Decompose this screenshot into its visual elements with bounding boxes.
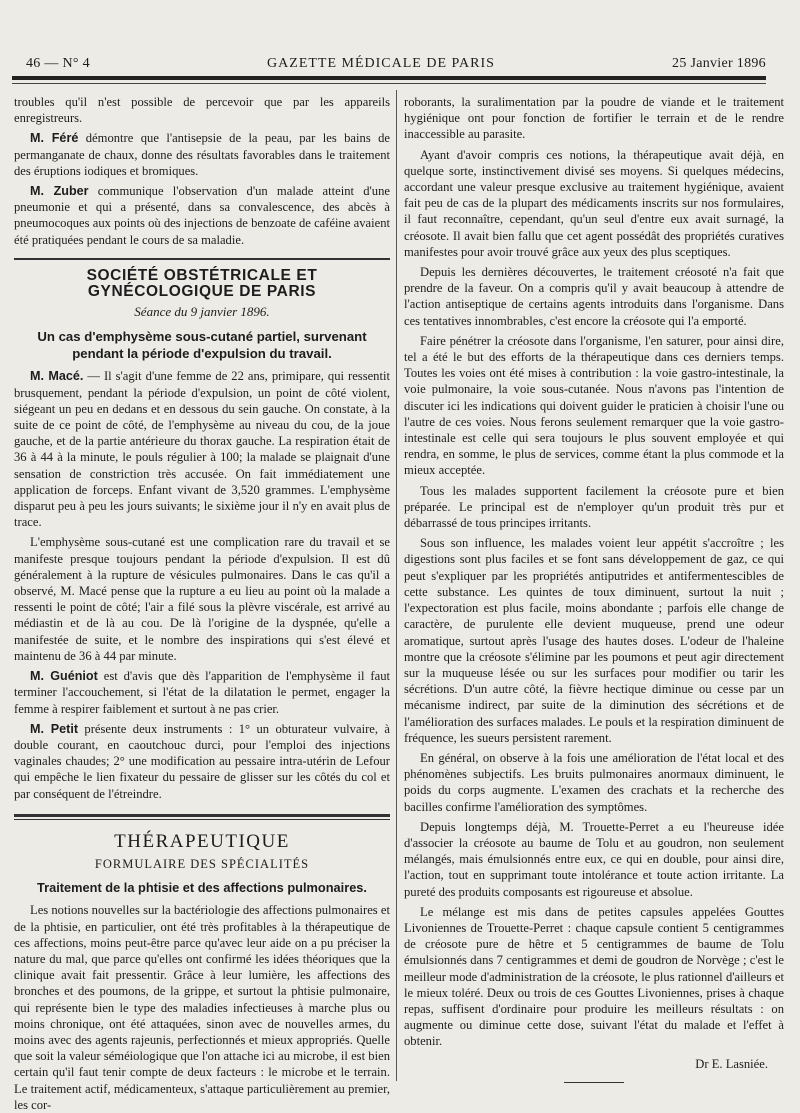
speaker-name: M. Macé. — [30, 369, 84, 384]
article-title: Un cas d'emphysème sous-cutané partiel, survenant pendant la période d'expulsion du travail. — [37, 329, 367, 362]
section-subheading: FORMULAIRE DES SPÉCIALITÉS — [94, 856, 310, 871]
right-column — [404, 94, 784, 1099]
paragraph: Sous son influence, les malades voient leur appétit s'accroître ; les digestions sont plus faciles et se font sans développement de gaz, ce qui peut s'expliquer par les propriétés antiputrides et antifermentescibles de cette substance. Les quintes de toux diminuent, surtout la nuit ; l'expectoration est plus facile, moins abondante ; parfois elle change de caractère, de purulente elle devient muqueuse, prend une odeur aromatique, surtout après l'usage des hautes doses. L'odeur de l'haleine montre que la créosote s'élimine par les poumons et peut agir directement sur la muqueuse lésée ou sur les surfaces pour modifier ou tarir les sécrétions. D'un autre côté, la fièvre hectique diminue ou cesse par un mécanisme indirect, par suite de la diminution des sécrétions et de l'amélioration des surfaces malades. Le pouls et la respiration diminuent de fréquence, les sueurs persistent rarement. — [404, 536, 784, 745]
paragraph-text: — Il s'agit d'une femme de 22 ans, primipare, qui ressentit brusquement, pendant la période d'expulsion, un point de côté violent, siégeant un peu en dedans et en dessous du sein gauche. On constate, à la suite de ce point de côté, de l'emphysème au niveau du cou, de la joue gauche, et de la partie antérieure du thorax gauche. La respiration était de 36 à 44 à la minute, le pouls régulier à 100; la malade se plaignait d'une sensation de constriction très accusée. On fait immédiatement une application de forceps. Enfant vivant de 3,520 grammes. L'emphysème disparut peu à peu les jours suivants; le sixième jour il n'y en avait plus de trace. — [14, 369, 390, 530]
paragraph — [14, 721, 390, 802]
left-column — [14, 94, 391, 1112]
speaker-name: M. Zuber — [30, 184, 89, 199]
page-header — [26, 46, 766, 72]
issue-date: 25 Janvier 1896 — [672, 56, 766, 71]
author-signature: Dr E. Lasniée. — [695, 1056, 768, 1071]
paragraph — [14, 368, 390, 530]
paragraph — [14, 668, 390, 717]
session-date: Séance du 9 janvier 1896. — [134, 304, 270, 320]
speaker-name: M. Féré — [30, 131, 79, 146]
paragraph — [14, 130, 390, 179]
section-heading: THÉRAPEUTIQUE — [114, 830, 290, 852]
section-separator-double — [14, 814, 390, 820]
paragraph: roborants, la suralimentation par la poudre de viande et le traitement hygiénique ont pour fonction de fortifier le terrain et de le rendre inaccessible au parasite. — [404, 95, 784, 142]
header-rule-thin — [12, 83, 766, 84]
paragraph: troubles qu'il n'est possible de percevoir que par les appareils enregistreurs. — [14, 95, 390, 126]
speaker-name: M. Petit — [30, 721, 79, 736]
paragraph: Depuis longtemps déjà, M. Trouette-Perret a eu l'heureuse idée d'associer la créosote au baume de Tolu et au goudron, non seulement mélangés, mais émulsionnés entre eux, ce qui en double, pour ainsi dire, l'action, tout en supprimant toute intolérance et toute action irritante. La pureté des produits composants est rigoureuse et absolue. — [404, 819, 784, 899]
society-heading: SOCIÉTÉ OBSTÉTRICALE ET GYNÉCOLOGIQUE DE PARIS — [86, 266, 318, 301]
column-divider — [396, 90, 397, 1081]
page-number: 46 — N° 4 — [26, 56, 90, 71]
paragraph: Tous les malades supportent facilement la créosote pure et bien préparée. Le principal est de n'employer qu'un produit très pur et débarrassé de tous principes irritants. — [404, 483, 784, 531]
article-title: Traitement de la phtisie et des affections pulmonaires. — [37, 880, 367, 896]
paragraph: Faire pénétrer la créosote dans l'organisme, l'en saturer, pour ainsi dire, tel a été le but des efforts de la thérapeutique dans ces derniers temps. Toutes les voies ont été mises à contribution : la voie gastro-intestinale, la voie pulmonaire, la voie sous-cutanée. Nous n'avons pas l'intention de discuter ici les indications qui doivent guider le praticien à choisir l'une ou l'autre de ces voies. Nous ferons seulement remarquer que la voie gastro-intestinale est celle qui sera toujours le plus souvent employée et qui rendra, en somme, le plus de services, comme étant la plus commode et la mieux acceptée. — [404, 333, 784, 478]
header-rule-thick — [12, 76, 766, 80]
closing-rule — [564, 1082, 624, 1083]
paragraph: Depuis les dernières découvertes, le traitement créosoté n'a fait que prendre de la faveur. On a compris qu'il y avait beaucoup à attendre de l'action antiseptique de certains agents introduits dans l'organisme. Dans ces tentatives innombrables, c'est encore la créosote qui l'a emporté. — [404, 265, 784, 328]
paragraph-text: est d'avis que dès l'apparition de l'emphysème il faut terminer l'accouchement, si l'état de la dilatation le permet, engager la femme à respirer faiblement et surtout à ne pas crier. — [14, 669, 391, 716]
paragraph: Ayant d'avoir compris ces notions, la thérapeutique avait déjà, en quelque sorte, instinctivement divisé ses moyens. Si quelques médecins, accordant une valeur presque exclusive au traitement hygiénique, avaient fait peu de cas de la plupart des médicaments inscrits sur nos formulaires, il faut reconnaître, cependant, qu'un seul d'entre eux avait surnagé, la créosote. Il avait bien fallu que cet agent possédât des propriétés curatives manifestes pour avoir trouvé grâce aux yeux des plus sceptiques. — [404, 147, 784, 259]
paragraph-text: démontre que l'antisepsie de la peau, par les bains de permanganate de chaux, donne des résultats favorables dans le traitement des éruptions iodiques et bromiques. — [14, 131, 391, 178]
paragraph-text: présente deux instruments : 1° un obturateur vulvaire, à double courant, en caoutchouc durci, pour l'emploi des injections vaginales chaudes; 2° une modification au pessaire intra-utérin de Lefour qui empêche le lien fixateur du pessaire de glisser sur les côtés du col et par conséquent de l'étreindre. — [14, 721, 390, 801]
section-separator — [14, 258, 390, 260]
paragraph: Les notions nouvelles sur la bactériologie des affections pulmonaires et de la phtisie, en particulier, ont été très profitables à la thérapeutique de ces affections, moins peut-être parce qu'avec leur aide on a pu préciser la nature du mal, que parce qu'elles ont confirmé les idées théoriques que la clinique avait fait pressentir. Grâce à leur lumière, les affections des bronches et des poumons, de la grippe, et surtout la phtisie pulmonaire, qui représente bien le type des maladies infectieuses à marche plus ou moins chronique, ont été attaquées, sinon avec de nouvelles armes, du moins avec des agents rajeunis, perfectionnés et mieux appropriés. Quelle que soit la valeur séméiologique que l'on attache ici au microbe, il est bien certain qu'il faut tenir compte de deux facteurs : le microbe et le terrain. Le traitement actif, médicamenteux, s'attaque particulièrement au premier, les cor- — [14, 903, 390, 1112]
journal-title: GAZETTE MÉDICALE DE PARIS — [267, 56, 495, 71]
speaker-name: M. Guéniot — [30, 669, 98, 684]
paragraph: En général, on observe à la fois une amélioration de l'état local et des phénomènes subjectifs. Les bruits pulmonaires anormaux diminuent, le poids du corps augmente. L'examen des crachats et la recherche des bacilles confirme l'amélioration des symptômes. — [404, 750, 784, 814]
paragraph: Le mélange est mis dans de petites capsules appelées Gouttes Livoniennes de Trouette-Perret : chaque capsule contient 5 centigrammes de créosote pure de hêtre et 5 centigrammes de baume de Tolu émulsionnés dans 7 centigrammes et demi de goudron de Norvège ; c'est le meilleur mode d'administration de la créosote, le plus rationnel d'ailleurs et le mieux toléré. Deux ou trois de ces Gouttes Livoniennes, prises à chaque repas, suffisent d'ordinaire pour produire les meilleurs résultats : on augmente ou diminue cette dose, suivant l'état du malade et l'effet à obtenir. — [404, 904, 784, 1049]
paragraph: L'emphysème sous-cutané est une complication rare du travail et se manifeste presque toujours pendant la période d'expulsion. Il est dû généralement à la rupture de vésicules pulmonaires. Dans le cas qu'il a observé, M. Macé pense que la rupture a eu lieu au point où la malade a ressenti le point de côté; l'air a filé sous la plèvre viscérale, est arrivé au médiastin et de là au cou. De là l'origine de la dyspnée, qu'elle a manifestée de suite, et le nombre des inspirations qui s'est élevé et maintenu de 36 à 44 par minute. — [14, 535, 390, 663]
paragraph — [14, 183, 390, 248]
paragraph-text: communique l'observation d'un malade atteint d'une pneumonie et qui a présenté, dans sa convalescence, des abcès à pneumocoques aux points où des injections de benzoate de caféine avaient été pratiquées pendant le cours de sa maladie. — [14, 184, 390, 247]
